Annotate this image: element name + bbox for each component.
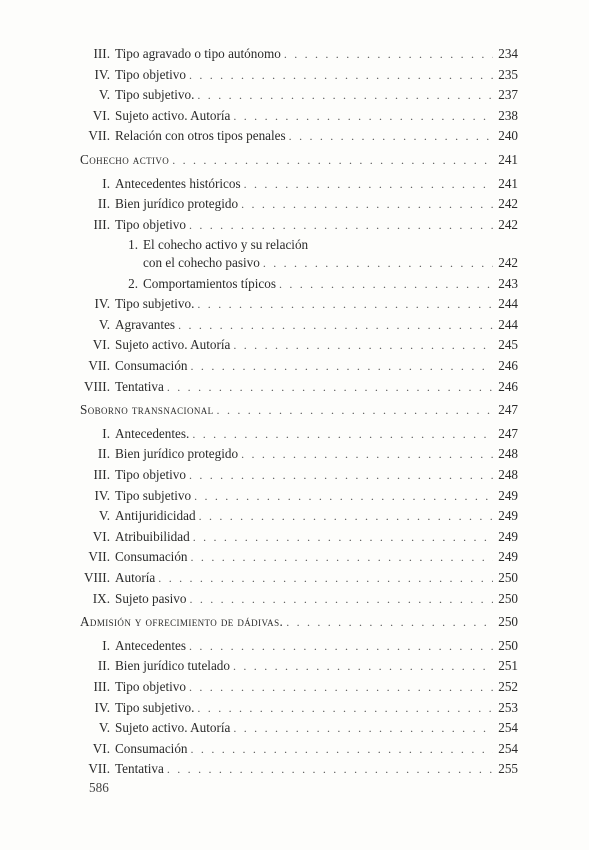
page-folio: 586 [89,780,109,795]
toc-entry-page: 249 [498,549,518,565]
toc-entry[interactable] [80,85,518,105]
toc-entry[interactable] [80,424,518,444]
toc-entry-number: II. [97,196,110,212]
toc-entry[interactable] [80,486,518,506]
toc-entry-page: 238 [498,107,518,123]
leader-dots [289,126,493,146]
leader-dots [167,759,493,779]
leader-dots [172,150,493,170]
toc-entry-title: Consumación [115,358,188,373]
leader-dots [263,253,493,273]
toc-entry-title: Tipo subjetivo. [115,699,195,715]
toc-entry-page: 246 [498,358,518,373]
toc-entry-number: III. [93,467,110,482]
toc-entry-number: III. [93,216,110,232]
leader-dots [233,656,493,676]
toc-entry-page: 243 [498,275,518,291]
toc-entry-title: Relación con otros tipos penales [115,128,286,144]
toc-entry[interactable] [80,547,518,567]
toc-entry-page: 251 [498,658,518,674]
toc-entry[interactable] [80,174,518,194]
toc-entry-page: 247 [498,402,518,418]
toc-entry[interactable] [80,677,518,697]
toc-entry[interactable] [80,759,518,779]
toc-entry-title: Antecedentes. [115,425,190,441]
leader-dots [191,739,493,759]
toc-entry-page: 244 [498,296,518,312]
toc-entry-title: Tipo subjetivo. [115,296,195,312]
toc-entry[interactable] [80,294,518,314]
toc-entry-title: Admisión y ofrecimiento de dádivas. [80,614,284,630]
toc-entry-number: VII. [88,358,110,373]
toc-entry[interactable] [80,739,518,759]
toc-entry-number: V. [98,508,110,524]
toc-entry-number: VI. [92,528,110,544]
leader-dots [233,106,493,126]
leader-dots [189,677,493,697]
toc-entry-page: 250 [498,590,518,606]
toc-entry-title: Sujeto activo. Autoría [115,107,231,123]
toc-entry-page: 248 [498,467,518,482]
toc-entry-title: Tipo agravado o tipo autónomo [115,46,281,61]
toc-entry-page: 254 [498,740,518,756]
leader-dots [192,424,493,444]
toc-entry-number: IV. [94,66,110,82]
toc-entry[interactable] [80,335,518,355]
toc-entry-number: V. [98,316,110,332]
toc-entry[interactable] [80,636,518,656]
toc-entry-title: Cohecho activo [80,152,170,167]
toc-entry-page: 250 [498,637,518,653]
toc-entry-page: 254 [498,720,518,736]
toc-entry[interactable] [80,65,518,85]
toc-entry-number: II. [97,658,110,674]
toc-entry-number: VII. [88,549,110,565]
toc-entry[interactable] [80,698,518,718]
toc-entry-title: Bien jurídico protegido [115,196,239,212]
toc-entry[interactable] [116,253,518,273]
toc-entry-title: Tentativa [115,378,164,394]
leader-dots [194,486,493,506]
toc-entry[interactable] [80,377,518,397]
toc-entry[interactable] [80,718,518,738]
leader-dots [199,506,493,526]
toc-entry-page: 241 [498,152,518,167]
leader-dots [241,194,493,214]
toc-entry-page: 240 [498,128,518,144]
toc-entry-number: V. [98,720,110,736]
leader-dots [197,85,493,105]
toc-entry-page: 244 [498,316,518,332]
leader-dots [191,356,493,376]
leader-dots [193,527,493,547]
toc-entry-title: Sujeto pasivo [115,590,187,606]
toc-entry-page: 248 [498,446,518,462]
toc-entry[interactable] [80,126,518,146]
toc-entry-title: Autoría [115,570,156,585]
leader-dots [197,294,493,314]
toc-entry-number: I. [102,637,110,653]
toc-entry[interactable] [80,465,518,485]
toc-entry[interactable] [80,589,518,609]
toc-entry-number: II. [97,446,110,462]
toc-entry-number: VI. [92,337,110,353]
leader-dots [189,215,493,235]
toc-entry[interactable] [80,315,518,335]
leader-dots [158,568,493,588]
toc-entry-title: Consumación [115,549,188,565]
toc-section-heading[interactable] [80,150,518,170]
leader-dots [279,274,493,294]
toc-entry-title: Consumación [115,740,188,756]
toc-entry-title: Tentativa [115,761,164,777]
toc-entry[interactable] [80,215,518,235]
toc-entry-number: IV. [94,699,110,715]
toc-entry-title: Sujeto activo. Autoría [115,720,231,736]
toc-entry[interactable] [80,568,518,588]
toc-entry[interactable] [116,274,518,294]
toc-entry-number: III. [93,679,110,694]
toc-entry-title: Bien jurídico protegido [115,446,239,462]
toc-entry-number: I. [102,425,110,441]
toc-entry-title: Tipo objetivo [115,216,186,232]
toc-entry-page: 249 [498,487,518,503]
toc-entry-page: 242 [498,196,518,212]
leader-dots [189,589,493,609]
toc-entry-number: VII. [88,761,110,777]
toc-entry-title: Tipo objetivo [115,467,186,482]
toc-entry-title: Comportamientos típicos [143,275,276,291]
toc-entry-title: Agravantes [115,316,176,332]
toc-entry-number: IV. [94,296,110,312]
toc-entry-page: 249 [498,508,518,524]
toc-entry-title: El cohecho activo y su relación [143,237,309,253]
leader-dots [167,377,493,397]
toc-entry-title: Sujeto activo. Autoría [115,337,231,353]
toc-entry-title: Antecedentes históricos [115,175,241,191]
toc-entry-title: Tipo subjetivo. [115,87,195,103]
toc-entry-page: 252 [498,679,518,694]
leader-dots [286,612,493,632]
leader-dots [197,698,493,718]
toc-entry-page: 249 [498,528,518,544]
leader-dots [241,444,493,464]
toc-entry-number: VI. [92,107,110,123]
toc-entry[interactable] [80,444,518,464]
leader-dots [189,65,493,85]
leader-dots [244,174,493,194]
toc-entry[interactable] [80,106,518,126]
toc-entry-number: VIII. [84,570,110,585]
toc-entry[interactable] [80,506,518,526]
toc-entry-page: 253 [498,699,518,715]
toc-entry[interactable] [80,656,518,676]
toc-entry-title: Atribuibilidad [115,528,190,544]
toc-section-heading[interactable] [80,612,518,632]
toc-entry-page: 250 [498,570,518,585]
leader-dots [217,400,493,420]
toc-entry-page: 247 [498,425,518,441]
toc-entry-number: IV. [94,487,110,503]
toc-entry-number: IX. [92,590,110,606]
toc-entry-page: 255 [498,761,518,777]
toc-entry-number: VII. [88,128,110,144]
toc-entry[interactable] [80,44,518,64]
toc-entry-page: 242 [498,216,518,232]
leader-dots [233,335,493,355]
toc-entry-page: 250 [498,614,518,630]
toc-entry-number: VIII. [84,378,110,394]
toc-entry-title-continued: con el cohecho pasivo [143,255,260,270]
toc-entry-number: 1. [128,237,138,253]
leader-dots [178,315,493,335]
toc-entry[interactable] [80,356,518,376]
toc-entry-number: III. [93,46,110,61]
toc-entry-page: 245 [498,337,518,353]
toc-entry-title: Antecedentes [115,637,187,653]
toc-entry-title: Tipo subjetivo [115,487,192,503]
toc-entry-number: I. [102,175,110,191]
leader-dots [233,718,493,738]
toc-entry-number: 2. [128,275,138,291]
toc-entry-page: 237 [498,87,518,103]
leader-dots [189,465,493,485]
toc-entry-page: 241 [498,175,518,191]
toc-entry-title: Soborno transnacional [80,402,214,418]
toc-entry-page: 242 [498,255,518,270]
toc-entry[interactable] [80,527,518,547]
toc-entry-title: Bien jurídico tutelado [115,658,230,674]
leader-dots [191,547,493,567]
toc-entry-title: Antijuridicidad [115,508,196,524]
toc-entry-title: Tipo objetivo [115,66,186,82]
leader-dots [189,636,493,656]
leader-dots [284,44,493,64]
toc-entry-title: Tipo objetivo [115,679,186,694]
toc-entry-page: 234 [498,46,518,61]
toc-entry-number: V. [98,87,110,103]
toc-entry-page: 235 [498,66,518,82]
toc-entry[interactable] [80,194,518,214]
toc-entry-page: 246 [498,378,518,394]
toc-entry-number: VI. [92,740,110,756]
toc-section-heading[interactable] [80,400,518,420]
